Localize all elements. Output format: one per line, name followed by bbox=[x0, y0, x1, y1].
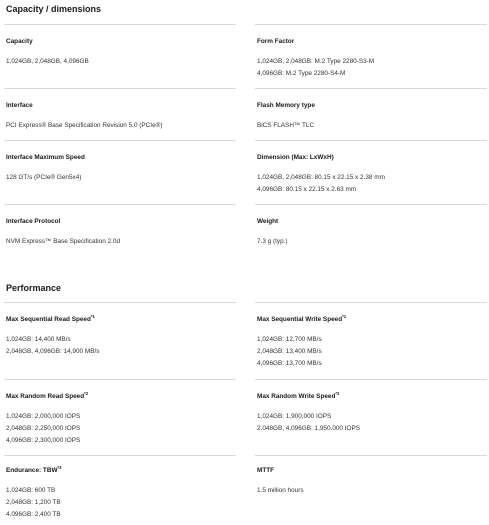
divider bbox=[255, 88, 487, 89]
spec-value: 2,048GB: 2,250,000 IOPS bbox=[6, 425, 81, 432]
spec-interface-max-speed bbox=[6, 154, 236, 184]
footnote-marker: *1 bbox=[342, 314, 347, 319]
spec-endurance bbox=[6, 467, 236, 521]
spec-value: 4,096GB: 13,700 MB/s bbox=[257, 360, 322, 367]
divider bbox=[255, 302, 487, 303]
spec-value: 1,024GB: 1,900,000 IOPS bbox=[257, 413, 332, 420]
spec-capacity bbox=[6, 38, 236, 68]
divider bbox=[4, 379, 236, 380]
spec-value: 2,048GB: 1,200 TB bbox=[6, 499, 61, 506]
spec-label: Dimension (Max: LxWxH) bbox=[257, 154, 334, 161]
spec-label: Weight bbox=[257, 218, 279, 225]
spec-rand-read bbox=[6, 393, 236, 447]
divider bbox=[255, 204, 487, 205]
footnote-marker: *2 bbox=[84, 391, 89, 396]
divider bbox=[4, 204, 236, 205]
spec-form-factor bbox=[257, 38, 487, 80]
spec-value: 4,096GB: 2,400 TB bbox=[6, 511, 61, 518]
spec-label: Capacity bbox=[6, 38, 33, 45]
spec-rand-write bbox=[257, 393, 487, 435]
spec-label: MTTF bbox=[257, 467, 275, 474]
divider bbox=[4, 302, 236, 303]
spec-label: Max Sequential Write Speed$^{*1}$ bbox=[257, 314, 347, 323]
spec-flash-memory-type bbox=[257, 102, 487, 132]
divider bbox=[4, 88, 236, 89]
spec-value: 1,024GB: 600 TB bbox=[6, 487, 56, 494]
spec-value: 2,048GB, 4,096GB: 14,900 MB/s bbox=[6, 348, 100, 355]
spec-value: 1,024GB, 2,048GB, 4,096GB bbox=[6, 58, 89, 65]
footnote-marker: *1 bbox=[90, 314, 95, 319]
spec-value: 2,048GB, 4,096GB: 1,950,000 IOPS bbox=[257, 425, 361, 432]
spec-label: Max Sequential Read Speed$^{*1}$ bbox=[6, 314, 95, 323]
spec-value: 128 GT/s (PCIe® Gen5x4) bbox=[6, 174, 82, 181]
spec-value: 2,048GB: 13,400 MB/s bbox=[257, 348, 322, 355]
spec-weight bbox=[257, 218, 487, 248]
spec-seq-write bbox=[257, 316, 487, 370]
divider bbox=[255, 140, 487, 141]
divider bbox=[4, 24, 236, 25]
spec-interface bbox=[6, 102, 236, 132]
spec-value: NVM Express™ Base Specification 2.0d bbox=[6, 238, 121, 245]
spec-label: Interface Maximum Speed bbox=[6, 154, 85, 161]
spec-value: 1,024GB, 2,048GB: M.2 Type 2280-S3-M bbox=[257, 58, 375, 65]
spec-value: 1,024GB, 2,048GB: 80.15 x 22.15 x 2.38 mm bbox=[257, 174, 385, 181]
footnote-marker: *3 bbox=[57, 465, 62, 470]
spec-value: 7.3 g (typ.) bbox=[257, 238, 288, 245]
capacity-dimensions-title: Capacity / dimensions bbox=[6, 4, 102, 14]
divider bbox=[4, 140, 236, 141]
spec-value: PCI Express® Base Specification Revision 5.0 (PCIe®) bbox=[6, 122, 163, 129]
spec-label: Max Random Read Speed$^{*2}$ bbox=[6, 391, 89, 400]
spec-mttf bbox=[257, 467, 487, 497]
spec-interface-protocol bbox=[6, 218, 236, 248]
spec-value: 4,096GB: M.2 Type 2280-S4-M bbox=[257, 70, 346, 77]
spec-label: Interface Protocol bbox=[6, 218, 61, 225]
spec-seq-read bbox=[6, 316, 236, 358]
divider bbox=[4, 455, 236, 456]
spec-value: 1,024GB: 2,000,000 IOPS bbox=[6, 413, 81, 420]
spec-value: 4,096GB: 80.15 x 22.15 x 2.63 mm bbox=[257, 186, 357, 193]
divider bbox=[255, 24, 487, 25]
divider bbox=[255, 455, 487, 456]
spec-value: 1.5 million hours bbox=[257, 487, 304, 494]
spec-label: Flash Memory type bbox=[257, 102, 315, 109]
spec-value: 1,024GB: 14,400 MB/s bbox=[6, 336, 71, 343]
spec-label: Max Random Write Speed$^{*2}$ bbox=[257, 391, 340, 400]
footnote-marker: *2 bbox=[335, 391, 340, 396]
spec-dimension bbox=[257, 154, 487, 196]
spec-label: Form Factor bbox=[257, 38, 295, 45]
spec-value: 1,024GB: 12,700 MB/s bbox=[257, 336, 322, 343]
spec-label: Endurance: TBW$^{*3}$ bbox=[6, 465, 62, 474]
performance-title: Performance bbox=[6, 283, 62, 293]
spec-value: BiCS FLASH™ TLC bbox=[257, 122, 315, 129]
spec-value: 4,096GB: 2,300,000 IOPS bbox=[6, 437, 81, 444]
spec-label: Interface bbox=[6, 102, 33, 109]
divider bbox=[255, 379, 487, 380]
